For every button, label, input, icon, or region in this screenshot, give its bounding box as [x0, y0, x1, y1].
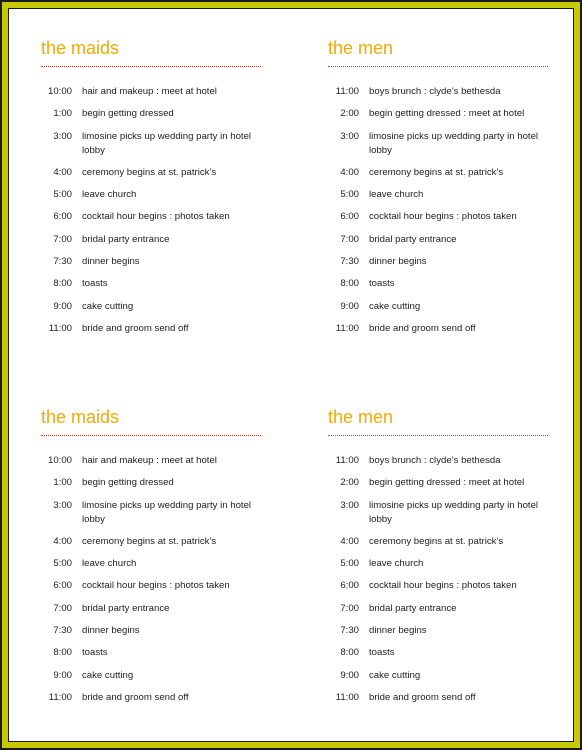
- schedule-time: 6:00: [53, 211, 72, 223]
- schedule-row: [328, 255, 568, 269]
- schedule-row: [41, 233, 281, 247]
- itinerary-page: [8, 8, 574, 742]
- schedule-row: [328, 454, 568, 468]
- schedule-maids-top: [41, 38, 281, 344]
- schedule-men-top: [328, 38, 568, 344]
- schedule-time: 8:00: [340, 278, 359, 290]
- schedule-time: 8:00: [53, 647, 72, 659]
- dotted-divider: [41, 435, 261, 436]
- schedule-row: [328, 579, 568, 593]
- schedule-row: [328, 85, 568, 99]
- section-title: the maids: [41, 407, 120, 427]
- schedule-time: 5:00: [340, 558, 359, 570]
- schedule-row: [41, 624, 281, 638]
- schedule-time: 6:00: [340, 580, 359, 592]
- schedule-event: ceremony begins at st. patrick’s: [369, 166, 504, 178]
- schedule-time: 3:00: [53, 130, 72, 142]
- schedule-event: dinner begins: [369, 256, 427, 268]
- schedule-row: [41, 166, 281, 180]
- schedule-time: 10:00: [47, 455, 72, 466]
- schedule-row: [41, 602, 281, 616]
- schedule-row: [328, 166, 568, 180]
- schedule-event: boys brunch : clyde’s bethesda: [369, 455, 501, 466]
- schedule-row: [328, 691, 568, 705]
- schedule-time: 2:00: [340, 477, 359, 489]
- schedule-time: 10:00: [47, 86, 72, 97]
- schedule-time: 3:00: [53, 499, 72, 511]
- schedule-row: [328, 107, 568, 121]
- schedule-time: 9:00: [53, 669, 72, 681]
- schedule-event: boys brunch : clyde’s bethesda: [369, 86, 501, 97]
- schedule-event: cocktail hour begins : photos taken: [369, 580, 517, 592]
- schedule-event: bride and groom send off: [369, 322, 476, 334]
- schedule-event: ceremony begins at st. patrick’s: [82, 535, 217, 547]
- schedule-event: bridal party entrance: [369, 602, 457, 614]
- schedule-row: [328, 602, 568, 616]
- schedule-row: [41, 255, 281, 269]
- schedule-event: limosine picks up wedding party in hotel lobby: [82, 130, 252, 156]
- schedule-row: [41, 322, 281, 336]
- schedule-event: toasts: [369, 647, 395, 659]
- schedule-list: [328, 85, 568, 336]
- schedule-time: 7:30: [53, 625, 72, 637]
- schedule-time: 6:00: [53, 580, 72, 592]
- schedule-row: [41, 535, 281, 549]
- schedule-time: 7:00: [340, 602, 359, 614]
- schedule-time: 4:00: [53, 166, 72, 178]
- schedule-event: limosine picks up wedding party in hotel lobby: [369, 499, 539, 525]
- schedule-row: [41, 277, 281, 291]
- schedule-row: [328, 188, 568, 202]
- schedule-men-bottom: [328, 407, 568, 713]
- schedule-event: bridal party entrance: [82, 602, 170, 614]
- schedule-row: [328, 624, 568, 638]
- section-title: the men: [328, 407, 394, 427]
- schedule-event: bride and groom send off: [82, 691, 189, 703]
- schedule-time: 7:00: [340, 233, 359, 245]
- schedule-row: [41, 130, 281, 158]
- schedule-row: [41, 107, 281, 121]
- schedule-row: [328, 277, 568, 291]
- schedule-row: [41, 188, 281, 202]
- schedule-time: 4:00: [53, 535, 72, 547]
- schedule-row: [41, 300, 281, 314]
- schedule-list: [41, 85, 281, 336]
- schedule-event: leave church: [82, 558, 137, 570]
- schedule-row: [328, 557, 568, 571]
- schedule-row: [328, 233, 568, 247]
- schedule-row: [41, 210, 281, 224]
- schedule-event: leave church: [369, 189, 424, 201]
- schedule-time: 5:00: [53, 558, 72, 570]
- schedule-time: 11:00: [335, 86, 359, 97]
- schedule-row: [328, 322, 568, 336]
- schedule-row: [328, 300, 568, 314]
- schedule-time: 6:00: [340, 211, 359, 223]
- schedule-event: leave church: [82, 189, 137, 201]
- schedule-time: 7:30: [340, 256, 359, 268]
- schedule-row: [328, 476, 568, 490]
- schedule-event: dinner begins: [82, 625, 140, 637]
- schedule-row: [328, 499, 568, 527]
- schedule-time: 3:00: [340, 499, 359, 511]
- schedule-event: toasts: [82, 647, 108, 659]
- schedule-time: 3:00: [340, 130, 359, 142]
- dotted-divider: [41, 66, 261, 67]
- schedule-row: [328, 669, 568, 683]
- schedule-event: dinner begins: [369, 625, 427, 637]
- schedule-row: [41, 476, 281, 490]
- schedule-event: cake cutting: [369, 300, 421, 312]
- schedule-time: 11:00: [335, 691, 359, 703]
- schedule-time: 11:00: [48, 322, 72, 334]
- schedule-maids-bottom: [41, 407, 281, 713]
- schedule-time: 8:00: [340, 647, 359, 659]
- schedule-time: 7:30: [340, 625, 359, 637]
- schedule-event: dinner begins: [82, 256, 140, 268]
- schedule-time: 5:00: [53, 189, 72, 201]
- schedule-event: cake cutting: [369, 669, 421, 681]
- schedule-row: [41, 579, 281, 593]
- schedule-event: begin getting dressed : meet at hotel: [369, 477, 525, 489]
- schedule-time: 11:00: [335, 455, 359, 466]
- schedule-event: bride and groom send off: [369, 691, 476, 703]
- schedule-event: cocktail hour begins : photos taken: [369, 211, 517, 223]
- schedule-row: [41, 646, 281, 660]
- schedule-list: [328, 454, 568, 705]
- schedule-event: begin getting dressed: [82, 477, 174, 489]
- schedule-row: [328, 210, 568, 224]
- schedule-row: [41, 499, 281, 527]
- schedule-time: 9:00: [340, 669, 359, 681]
- schedule-event: cocktail hour begins : photos taken: [82, 211, 230, 223]
- schedule-event: cake cutting: [82, 300, 134, 312]
- schedule-event: ceremony begins at st. patrick’s: [82, 166, 217, 178]
- schedule-row: [328, 535, 568, 549]
- schedule-time: 5:00: [340, 189, 359, 201]
- schedule-time: 8:00: [53, 278, 72, 290]
- schedule-event: limosine picks up wedding party in hotel lobby: [82, 499, 252, 525]
- schedule-event: bridal party entrance: [82, 233, 170, 245]
- schedule-row: [41, 557, 281, 571]
- schedule-list: [41, 454, 281, 705]
- dotted-divider: [328, 435, 548, 436]
- schedule-row: [41, 691, 281, 705]
- schedule-event: limosine picks up wedding party in hotel lobby: [369, 130, 539, 156]
- schedule-time: 7:00: [53, 233, 72, 245]
- schedule-row: [328, 646, 568, 660]
- section-title: the maids: [41, 38, 120, 58]
- schedule-row: [41, 85, 281, 99]
- schedule-row: [328, 130, 568, 158]
- schedule-time: 9:00: [53, 300, 72, 312]
- schedule-time: 1:00: [53, 108, 72, 120]
- schedule-time: 2:00: [340, 108, 359, 120]
- schedule-time: 7:00: [53, 602, 72, 614]
- schedule-event: toasts: [369, 278, 395, 290]
- schedule-event: leave church: [369, 558, 424, 570]
- dotted-divider: [328, 66, 548, 67]
- schedule-event: begin getting dressed : meet at hotel: [369, 108, 525, 120]
- schedule-row: [41, 669, 281, 683]
- schedule-event: bride and groom send off: [82, 322, 189, 334]
- schedule-time: 11:00: [335, 322, 359, 334]
- schedule-time: 4:00: [340, 535, 359, 547]
- schedule-time: 11:00: [48, 691, 72, 703]
- schedule-event: cake cutting: [82, 669, 134, 681]
- schedule-event: ceremony begins at st. patrick’s: [369, 535, 504, 547]
- schedule-time: 1:00: [53, 477, 72, 489]
- schedule-event: begin getting dressed: [82, 108, 174, 120]
- schedule-event: bridal party entrance: [369, 233, 457, 245]
- schedule-time: 7:30: [53, 256, 72, 268]
- schedule-row: [41, 454, 281, 468]
- schedule-time: 4:00: [340, 166, 359, 178]
- schedule-event: hair and makeup : meet at hotel: [82, 455, 217, 466]
- schedule-time: 9:00: [340, 300, 359, 312]
- schedule-event: toasts: [82, 278, 108, 290]
- schedule-event: hair and makeup : meet at hotel: [82, 86, 217, 97]
- schedule-event: cocktail hour begins : photos taken: [82, 580, 230, 592]
- section-title: the men: [328, 38, 394, 58]
